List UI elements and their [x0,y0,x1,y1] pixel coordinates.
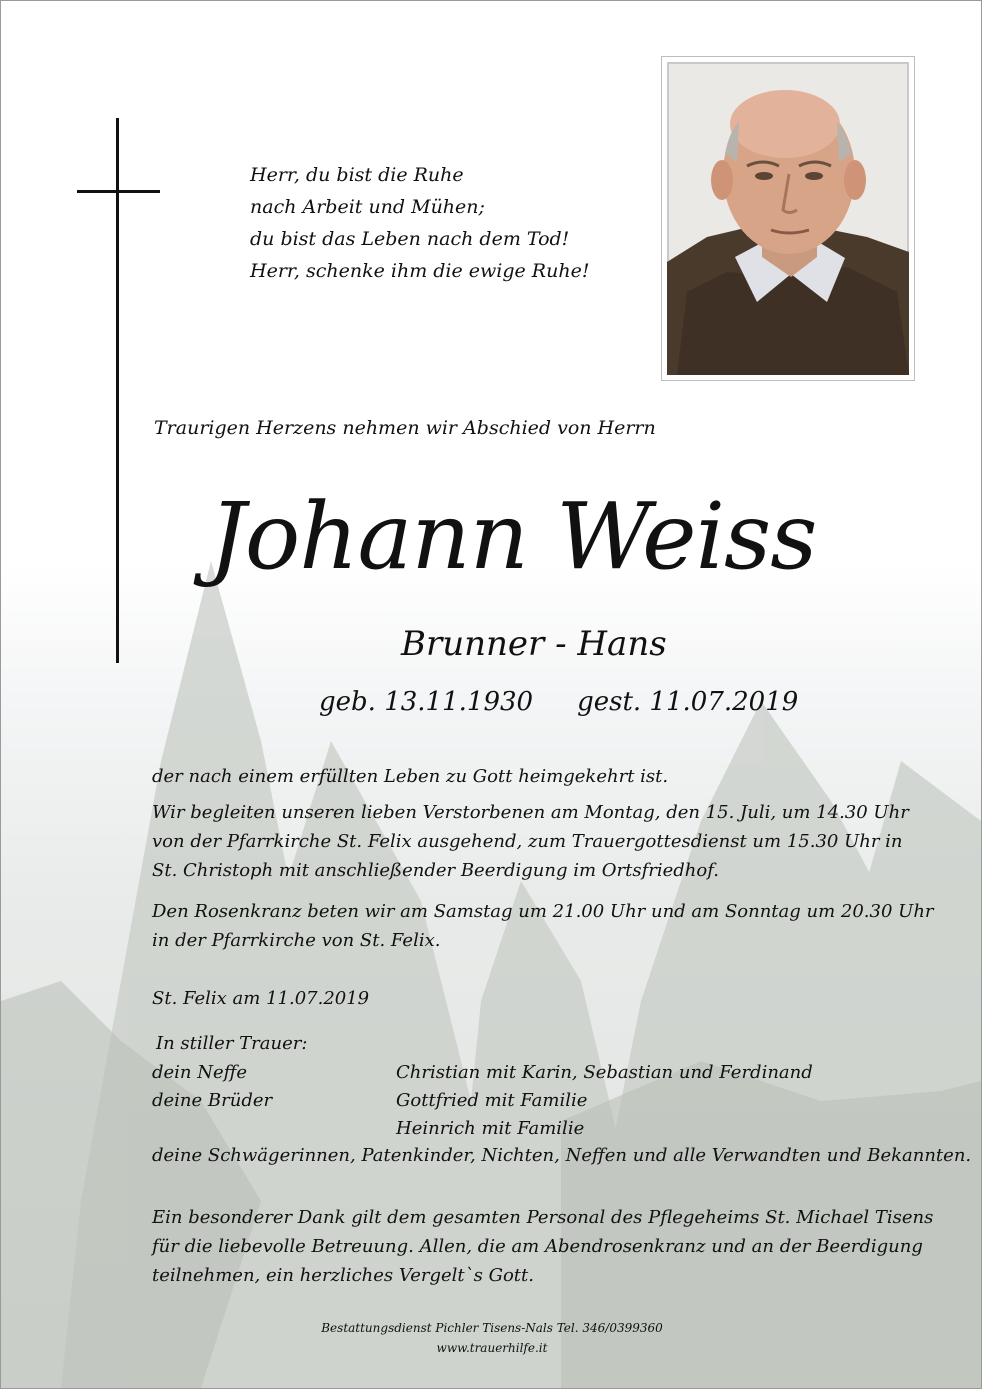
relative-relation: dein Neffe [152,1062,248,1083]
statement-line: der nach einem erfüllten Leben zu Gott heimgekehrt ist. [152,766,669,787]
portrait-photo [667,62,909,375]
deceased-name: Johann Weiss [209,483,817,590]
other-mourners-line: deine Schwägerinnen, Patenkinder, Nichten, Neffen und alle Verwandten und Bekannten. [152,1145,972,1166]
verse-block [250,159,589,287]
portrait-frame [661,56,915,381]
place-date [152,984,369,1013]
footer-company: Bestattungsdienst Pichler Tisens-Nals Tel. 346/0399360 [321,1321,663,1335]
other-mourners [152,1142,971,1170]
mourning-label-text: In stiller Trauer: [156,1033,308,1054]
life-dates [319,687,798,717]
relative-relation [152,1115,272,1143]
relative-names: Heinrich mit Familie [396,1118,585,1139]
verse-line: nach Arbeit und Mühen; [250,196,485,218]
verse-line: Herr, schenke ihm die ewige Ruhe! [250,260,590,282]
rosary-line: in der Pfarrkirche von St. Felix. [152,930,441,951]
thanks-paragraph [152,1203,933,1290]
funeral-line: Wir begleiten unseren lieben Verstorbenen am Montag, den 15. Juli, um 14.30 Uhr [152,802,909,823]
thanks-line: Ein besonderer Dank gilt dem gesamten Personal des Pflegeheims St. Michael Tisens [152,1207,934,1228]
relative-relation: deine Brüder [152,1090,273,1111]
funeral-line: St. Christoph mit anschließender Beerdigung im Ortsfriedhof. [152,860,719,881]
relative-names: Christian mit Karin, Sebastian und Ferdinand [396,1062,813,1083]
thanks-line: teilnehmen, ein herzliches Vergelt`s Gott. [152,1265,534,1286]
death-date: gest. 11.07.2019 [577,687,799,717]
place-date-line: St. Felix am 11.07.2019 [152,988,370,1009]
thanks-line: für die liebevolle Betreuung. Allen, die am Abendrosenkranz und an der Beerdigung [152,1236,923,1257]
deceased-nickname: Brunner - Hans [401,624,667,664]
rosary-paragraph [152,897,934,955]
footer-website[interactable]: www.trauerhilfe.it [436,1341,548,1355]
rosary-line: Den Rosenkranz beten wir am Samstag um 21.00 Uhr und am Sonntag um 20.30 Uhr [152,901,934,922]
verse-line: du bist das Leben nach dem Tod! [250,228,570,250]
relatives-names [396,1059,813,1143]
cross-horizontal-bar [77,190,160,193]
statement-text [152,762,668,791]
mourning-label [156,1030,307,1058]
verse-line: Herr, du bist die Ruhe [250,164,464,186]
relatives-relations [152,1059,272,1143]
cross-vertical-bar [116,118,119,663]
funeral-paragraph [152,798,909,885]
funeral-line: von der Pfarrkirche St. Felix ausgehend, zum Trauergottesdienst um 15.30 Uhr in [152,831,903,852]
intro-text: Traurigen Herzens nehmen wir Abschied von Herrn [154,417,656,439]
birth-date: geb. 13.11.1930 [319,687,534,717]
relative-names: Gottfried mit Familie [396,1090,588,1111]
